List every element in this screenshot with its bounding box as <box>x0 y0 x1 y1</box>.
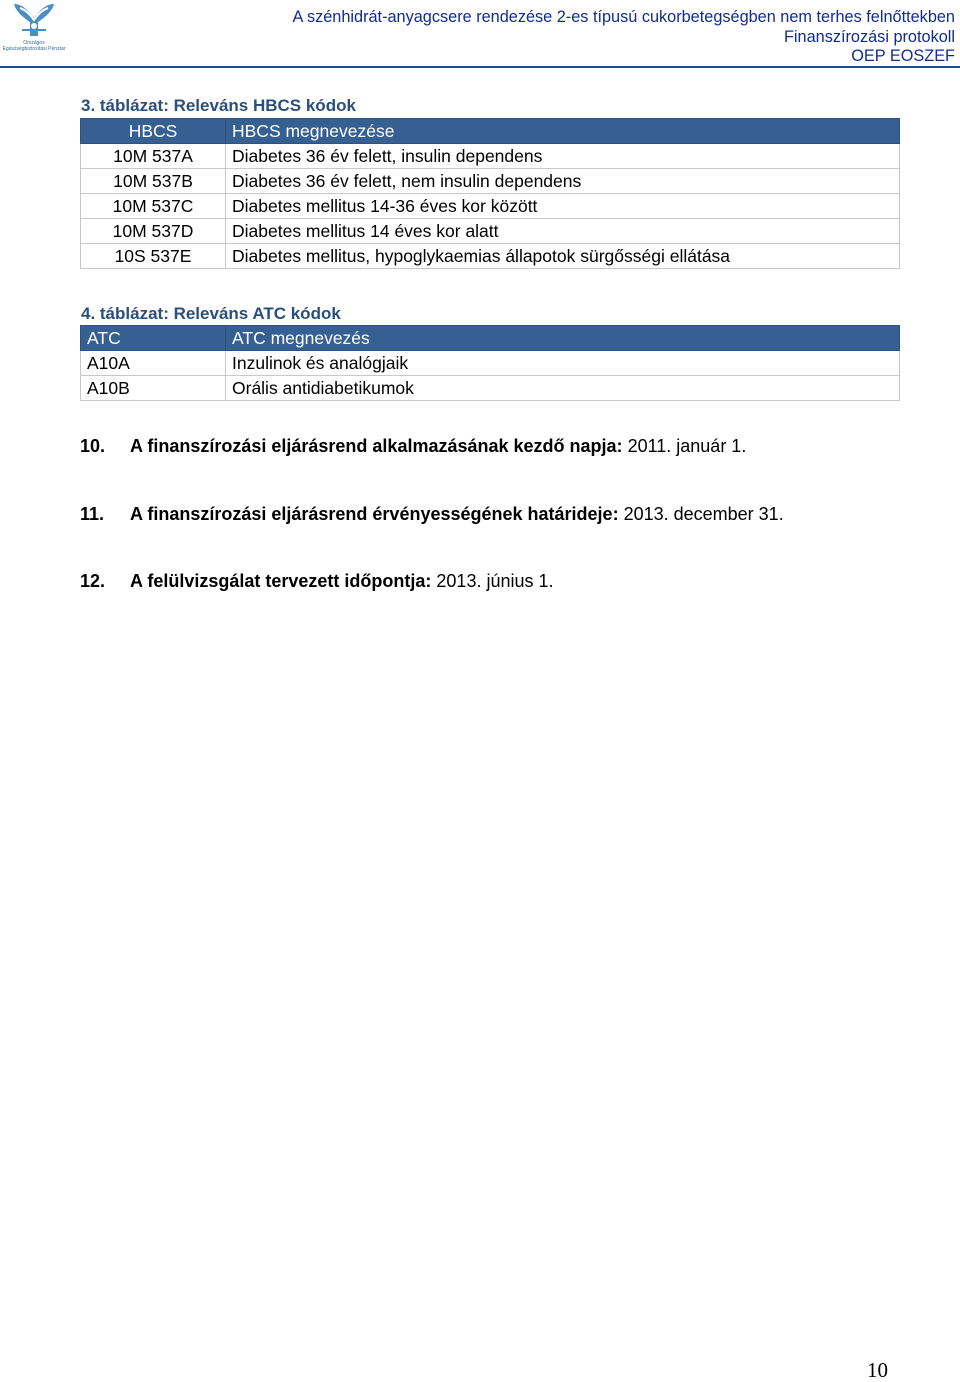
table-header-row <box>81 326 900 351</box>
section-label: A finanszírozási eljárásrend érvényességének határideje: <box>130 504 619 524</box>
hbcs-name-cell: Diabetes mellitus 14 éves kor alatt <box>226 219 900 244</box>
oep-logo-icon <box>0 0 68 42</box>
table-row <box>81 351 900 376</box>
section-number: 12. <box>80 571 106 591</box>
atc-name-cell: Orális antidiabetikumok <box>226 376 900 401</box>
hbcs-code-cell: 10M 537A <box>81 144 226 169</box>
hbcs-code-cell: 10M 537C <box>81 194 226 219</box>
section-12 <box>80 570 554 592</box>
page-header <box>0 0 960 68</box>
hbcs-name-cell: Diabetes mellitus, hypoglykaemias állapotok sürgősségi ellátása <box>226 244 900 269</box>
section-10 <box>80 435 746 457</box>
column-header-atc-name: ATC megnevezés <box>226 326 900 351</box>
header-title-block <box>292 8 955 67</box>
table-row <box>81 144 900 169</box>
header-divider <box>0 66 960 68</box>
hbcs-code-cell: 10M 537B <box>81 169 226 194</box>
table4-caption: 4. táblázat: Releváns ATC kódok <box>81 304 341 323</box>
section-number: 10. <box>80 436 106 456</box>
logo-caption: Országos Egészségbiztosítási Pénztár <box>2 40 66 52</box>
section-value: 2013. június 1. <box>436 571 554 591</box>
table-row <box>81 219 900 244</box>
section-number: 11. <box>80 504 105 524</box>
table-header-row <box>81 119 900 144</box>
hbcs-code-cell: 10M 537D <box>81 219 226 244</box>
hbcs-name-cell: Diabetes 36 év felett, nem insulin dependens <box>226 169 900 194</box>
section-label: A felülvizsgálat tervezett időpontja: <box>130 571 432 591</box>
column-header-atc: ATC <box>81 326 226 351</box>
section-label: A finanszírozási eljárásrend alkalmazásának kezdő napja: <box>130 436 623 456</box>
section-value: 2013. december 31. <box>623 504 784 524</box>
table-row <box>81 244 900 269</box>
atc-name-cell: Inzulinok és analógjaik <box>226 351 900 376</box>
table-row <box>81 194 900 219</box>
header-title: A szénhidrát-anyagcsere rendezése 2-es típusú cukorbetegségben nem terhes felnőttekben <box>292 8 955 26</box>
hbcs-table <box>80 118 900 269</box>
column-header-hbcs-name: HBCS megnevezése <box>226 119 900 144</box>
table3-caption: 3. táblázat: Releváns HBCS kódok <box>81 96 356 115</box>
atc-code-cell: A10B <box>81 376 226 401</box>
table-row <box>81 169 900 194</box>
hbcs-name-cell: Diabetes 36 év felett, insulin dependens <box>226 144 900 169</box>
page-number: 10 <box>867 1358 888 1382</box>
atc-code-cell: A10A <box>81 351 226 376</box>
column-header-hbcs: HBCS <box>81 119 226 144</box>
header-subtitle: Finanszírozási protokoll <box>783 27 955 46</box>
hbcs-code-cell: 10S 537E <box>81 244 226 269</box>
hbcs-name-cell: Diabetes mellitus 14-36 éves kor között <box>226 194 900 219</box>
atc-table <box>80 325 900 401</box>
section-value: 2011. január 1. <box>627 436 747 456</box>
oep-logo <box>0 0 68 60</box>
section-11 <box>80 503 784 525</box>
table-row <box>81 376 900 401</box>
header-organization: OEP EOSZEF <box>851 47 955 65</box>
